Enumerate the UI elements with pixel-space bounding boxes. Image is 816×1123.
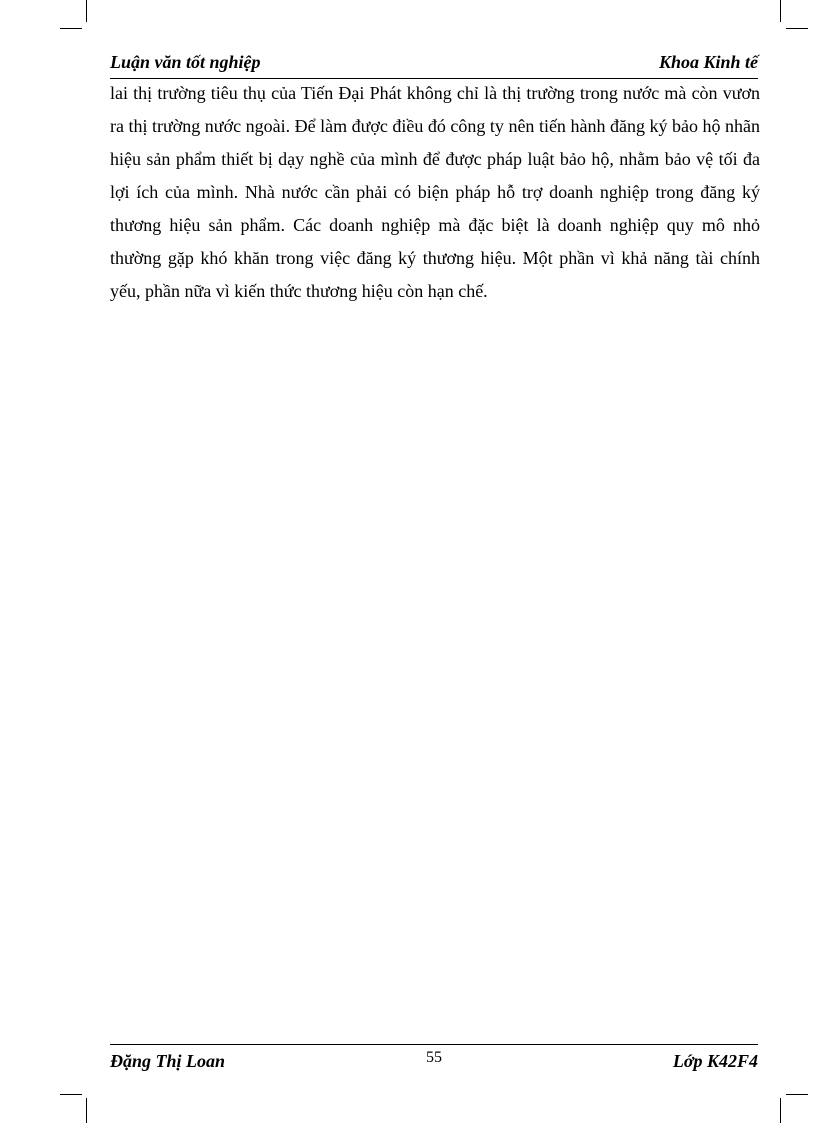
page-header <box>110 50 758 79</box>
crop-mark-bottom-right-h <box>786 1094 808 1095</box>
header-department: Khoa Kinh tế <box>658 52 758 72</box>
crop-mark-top-right-h <box>786 28 808 29</box>
crop-mark-bottom-right <box>780 1098 781 1123</box>
body-content <box>110 77 760 308</box>
crop-mark-bottom-left <box>86 1098 87 1123</box>
footer-class: Lớp K42F4 <box>672 1051 758 1071</box>
page-number: 55 <box>426 1049 442 1066</box>
crop-mark-top-left-h <box>60 28 82 29</box>
crop-mark-bottom-left-h <box>60 1094 82 1095</box>
footer-author: Đặng Thị Loan <box>110 1051 226 1071</box>
header-title: Luận văn tốt nghiệp <box>110 52 261 72</box>
body-paragraph: lai thị trường tiêu thụ của Tiến Đại Phát không chỉ là thị trường trong nước mà còn vươn ra thị trường nước ngoài. Để làm được điều đó công ty nên tiến hành đăng ký bảo hộ nhãn hiệu sản phẩm thiết bị dạy nghề của mình để được pháp luật bảo hộ, nhằm bảo vệ tối đa lợi ích của mình. Nhà nước cần phải có biện pháp hỗ trợ doanh nghiệp trong đăng ký thương hiệu sản phẩm. Các doanh nghiệp mà đặc biệt là doanh nghiệp quy mô nhỏ thường gặp khó khăn trong việc đăng ký thương hiệu. Một phần vì khả năng tài chính yếu, phần nữa vì kiến thức thương hiệu còn hạn chế. <box>110 83 760 301</box>
crop-mark-top-left <box>86 0 87 22</box>
page-footer <box>110 1044 758 1075</box>
crop-mark-top-right <box>780 0 781 22</box>
